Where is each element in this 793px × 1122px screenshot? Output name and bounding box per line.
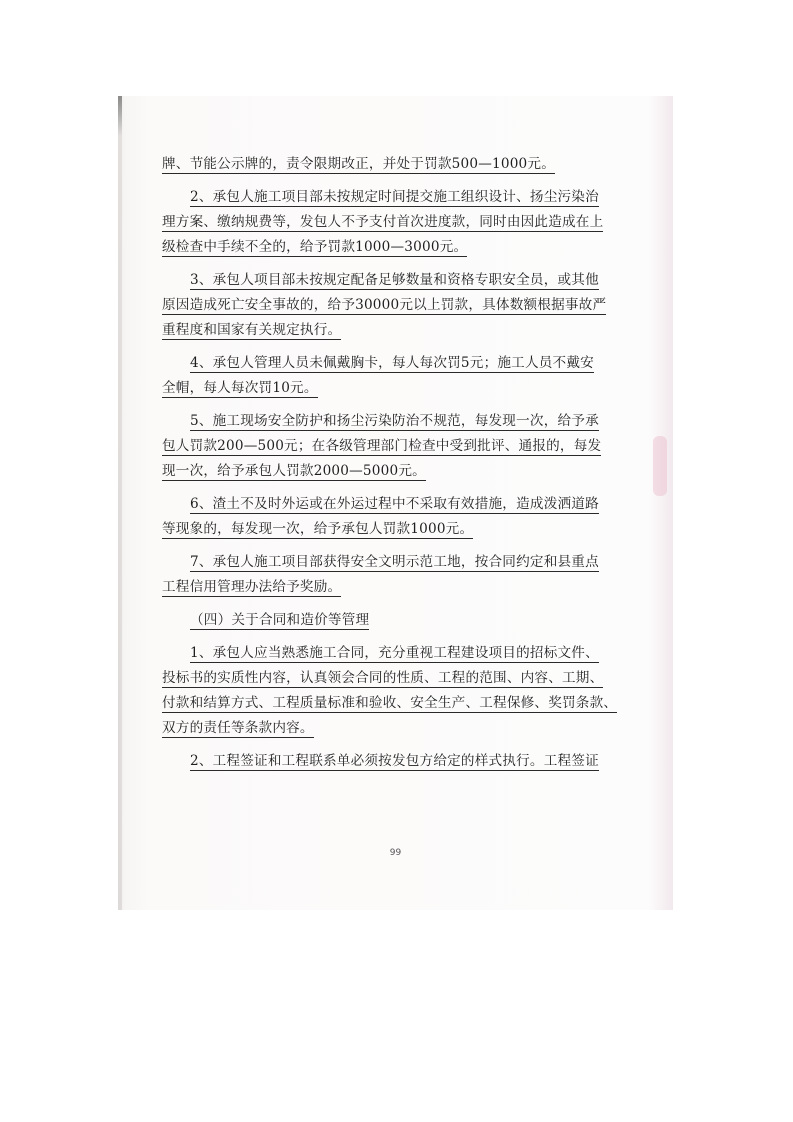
text-line-19: 投标书的实质性内容，认真领会合同的性质、工程的范围、内容、工期、 [162, 670, 604, 686]
text-line-22: 2、工程签证和工程联系单必须按发包方给定的样式执行。工程签证 [190, 753, 599, 769]
stamp-tint [653, 436, 667, 496]
text-line-20: 付款和结算方式、工程质量标准和验收、安全生产、工程保修、奖罚条款、 [162, 695, 618, 711]
text-line-15: 7、承包人施工项目部获得安全文明示范工地，按合同约定和县重点 [190, 554, 599, 570]
text-line-21: 双方的责任等条款内容。 [162, 720, 314, 736]
text-line-12: 现一次，给予承包人罚款2000—5000元。 [162, 463, 426, 479]
text-line-14: 等现象的，每发现一次，给予承包人罚款1000元。 [162, 521, 474, 537]
page-number: 99 [389, 848, 402, 858]
scanned-page [118, 96, 673, 910]
text-line-5: 3、承包人项目部未按规定配备足够数量和资格专职安全员，或其他 [190, 272, 599, 288]
text-line-8: 4、承包人管理人员未佩戴胸卡，每人每次罚5元；施工人员不戴安 [190, 355, 594, 371]
text-line-9: 全帽，每人每次罚10元。 [162, 380, 318, 396]
document-body [162, 152, 624, 774]
text-line-13: 6、渣土不及时外运或在外运过程中不采取有效措施，造成泼洒道路 [190, 496, 599, 512]
text-line-18: 1、承包人应当熟悉施工合同，充分重视工程建设项目的招标文件、 [190, 645, 599, 661]
text-line-6: 原因造成死亡安全事故的，给予30000元以上罚款，具体数额根据事故严 [162, 297, 607, 313]
section-heading: （四）关于合同和造价等管理 [190, 612, 370, 628]
text-line-4: 级检查中手续不全的，给予罚款1000—3000元。 [162, 239, 468, 255]
text-line-7: 重程度和国家有关规定执行。 [162, 322, 342, 338]
page-edge-left [118, 96, 122, 910]
text-line-2: 2、承包人施工项目部未按规定时间提交施工组织设计、扬尘污染治 [190, 189, 599, 205]
text-line-1: 牌、节能公示牌的，责令限期改正，并处于罚款500—1000元。 [162, 156, 555, 172]
page-edge-right [649, 96, 673, 910]
text-line-11: 包人罚款200—500元；在各级管理部门检查中受到批评、通报的，每发 [162, 438, 602, 454]
text-line-10: 5、施工现场安全防护和扬尘污染防治不规范，每发现一次，给予承 [190, 413, 599, 429]
text-line-16: 工程信用管理办法给予奖励。 [162, 579, 342, 595]
text-line-3: 理方案、缴纳规费等，发包人不予支付首次进度款，同时由因此造成在上 [162, 214, 604, 230]
